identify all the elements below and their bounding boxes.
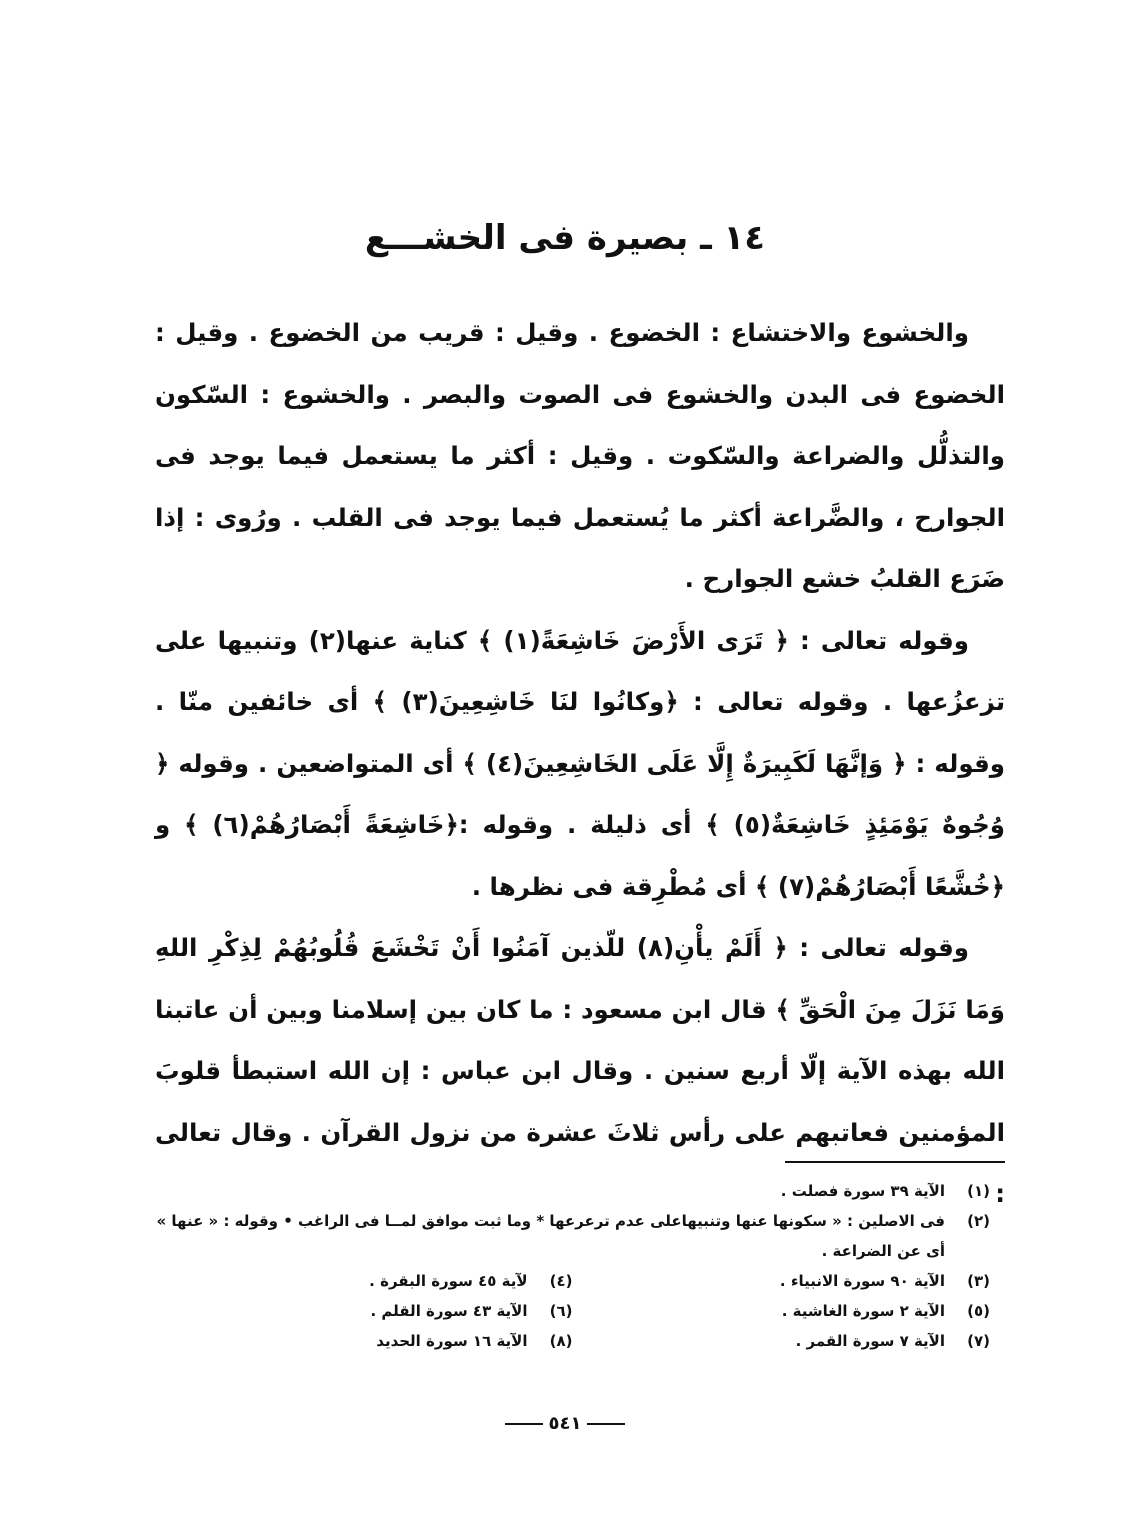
footnote-separator <box>785 1161 1005 1163</box>
footnote-row-3-4 <box>155 1266 990 1296</box>
footnote-number: (٧) <box>967 1332 990 1350</box>
footnote-text: الآية ٣٩ سورة فصلت . <box>780 1182 945 1200</box>
footnote-number: (٤) <box>549 1272 573 1290</box>
footnote-number: (٦) <box>549 1302 573 1320</box>
footnote-number: (١) <box>967 1182 990 1200</box>
footnote-text: الآية ١٦ سورة الحديد <box>376 1332 528 1350</box>
page-number-dash <box>587 1423 625 1425</box>
page-number <box>0 1413 1130 1434</box>
footnote-number: (٢) <box>967 1212 990 1230</box>
footnote-7 <box>573 1326 991 1356</box>
footnote-text: الآية ٧ سورة القمر . <box>795 1332 945 1350</box>
footnote-number: (٣) <box>967 1272 990 1290</box>
paragraph-1: والخشوع والاختشاع : الخضوع . وقيل : قريب من الخضوع . وقيل : الخضوع فى البدن والخشوع فى الصوت والبصر . والخشوع : السّكون والتذلُّل والضراعة والسّكوت . وقيل : أكثر ما يستعمل فيما يوجد فى الجوارح ، والضَّراعة أكثر ما يُستعمل فيما يوجد فى القلب . ورُوى : إذا ضَرَع القلبُ خشع الجوارح . <box>155 318 1005 593</box>
footnote-6 <box>155 1296 573 1326</box>
footnote-5 <box>573 1296 991 1326</box>
footnote-row-7-8 <box>155 1326 990 1356</box>
footnote-text: الآية ٩٠ سورة الانبياء . <box>779 1272 945 1290</box>
footnote-number: (٥) <box>967 1302 990 1320</box>
footnotes <box>155 1176 990 1356</box>
paragraph-2: وقوله تعالى : ﴿ تَرَى الأَرْضَ خَاشِعَةً(١) ﴾ كناية عنها(٢) وتنبيها على تزعزُعها . وقوله تعالى : ﴿وكانُوا لنَا خَاشِعِينَ(٣) ﴾ أى خائفين منّا . وقوله : ﴿ وَإنَّهَا لَكَبِيرَةٌ إِلَّا عَلَى الخَاشِعِينَ(٤) ﴾ أى المتواضعين . وقوله ﴿ وُجُوهٌ يَوْمَئِذٍ خَاشِعَةٌ(٥) ﴾ أى ذليلة . وقوله :﴿خَاشِعَةً أَبْصَارُهُمْ(٦) ﴾ و ﴿خُشَّعًا أَبْصَارُهُمْ(٧) ﴾ أى مُطْرِقة فى نظرها . <box>155 625 1006 901</box>
footnote-1 <box>155 1176 990 1206</box>
footnote-2 <box>155 1206 990 1266</box>
footnote-8 <box>155 1326 573 1356</box>
paragraph-3: وقوله تعالى : ﴿ أَلَمْ يأْنِ(٨) للّذين آمَنُوا أَنْ تَخْشَعَ قُلُوبُهُمْ لِذِكْرِ اللهِ وَمَا نَزَلَ مِنَ الْحَقِّ ﴾ قال ابن مسعود : ما كان بين إسلامنا وبين أن عاتبنا الله بهذه الآية إلّا أربع سنين . وقال ابن عباس : إن الله استبطأ قلوبَ المؤمنين فعاتبهم على رأس ثلاثَ عشرة من نزول القرآن . وقال تعالى : <box>155 933 1005 1208</box>
page-number-dash <box>505 1423 543 1425</box>
section-title: ١٤ ـ بصيرة فى الخشـــع <box>364 218 766 258</box>
footnote-text: فى الاصلين : « سكونها عنها وتنبيهاعلى عدم ترعرعها * وما ثبت موافق لمــا فى الراغب • وقوله : « عنها » أى عن الضراعة . <box>156 1212 945 1260</box>
footnote-text: الآية ٢ سورة الغاشية . <box>781 1302 945 1320</box>
page-number-value: ٥٤١ <box>548 1413 582 1434</box>
footnote-text: لآية ٤٥ سورة البقرة . <box>369 1272 528 1290</box>
footnote-3 <box>573 1266 991 1296</box>
footnote-4 <box>155 1266 573 1296</box>
body-text <box>155 302 1005 1225</box>
footnote-text: الآية ٤٣ سورة القلم . <box>370 1302 528 1320</box>
footnote-number: (٨) <box>549 1332 573 1350</box>
footnote-row-5-6 <box>155 1296 990 1326</box>
